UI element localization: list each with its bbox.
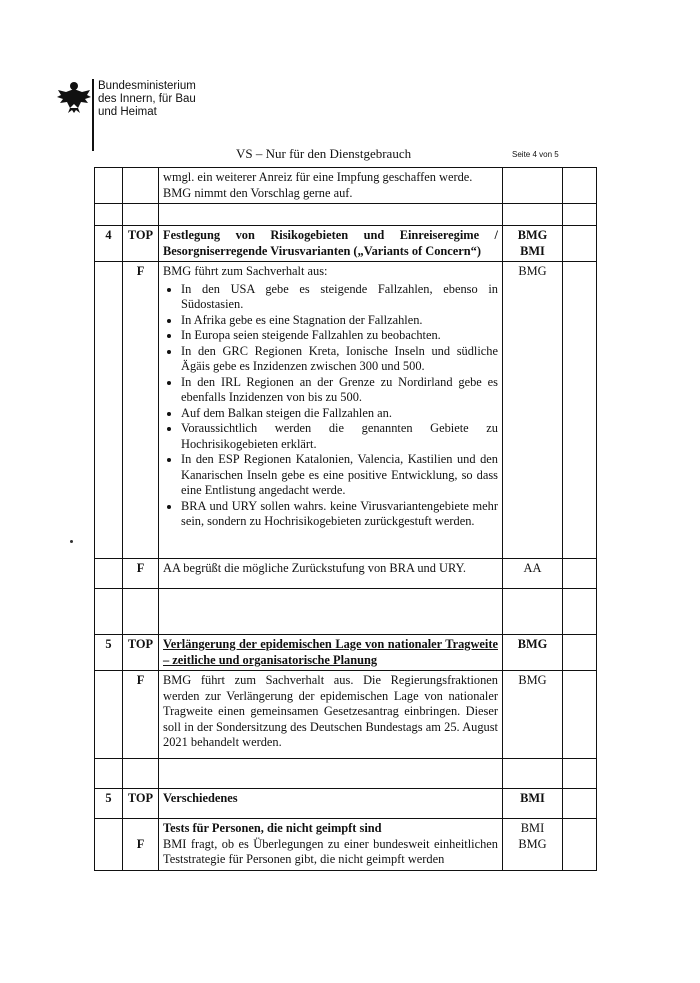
row-type-cell [123,819,159,871]
extra-cell [563,226,597,262]
table-row [95,262,597,559]
list-item: • In den USA gebe es steigende Fallzahlen, ebenso in Südostasien. [181,282,498,313]
list-item: • Voraussichtlich werden die genannten Gebiete zu Hochrisikogebieten erklärt. [181,421,498,452]
responsible: BMG [503,635,563,671]
federal-eagle-logo [56,80,92,114]
num-cell [95,262,123,559]
row-type: TOP [123,789,159,819]
extra-cell [563,789,597,819]
top-title: Verlängerung der epidemischen Lage von nationaler Tragweite – zeitliche und organisatorische Planung [159,635,503,671]
ministry-line-2: des Innern, für Bau [98,93,196,105]
extra-cell [563,168,597,204]
list-item: • Auf dem Balkan steigen die Fallzahlen an. [181,406,498,422]
responsible: BMG [503,262,563,559]
extra-cell [563,635,597,671]
extra-cell [563,671,597,759]
intro-text: BMG führt zum Sachverhalt aus: [163,264,328,278]
table-row-spacer [95,589,597,635]
resp-cell [503,226,563,262]
top-number: 5 [95,789,123,819]
text-cell [159,819,503,871]
type-cell [123,168,159,204]
header-divider [92,79,94,151]
row-type: F [123,559,159,589]
text-cell: AA begrüßt die mögliche Zurückstufung von BRA und URY. [159,559,503,589]
table-row [95,635,597,671]
table-row-spacer [95,759,597,789]
row-type: TOP [123,635,159,671]
list-item: • In Afrika gebe es eine Stagnation der Fallzahlen. [181,313,498,329]
list-item: • BRA und URY sollen wahrs. keine Virusvariantengebiete mehr sein, sondern zu Hochrisikogebieten zurückgestuft werden. [181,499,498,530]
text-cell: BMG führt zum Sachverhalt aus. Die Regierungsfraktionen werden zur Verlängerung der epidemischen Lage von nationaler Tragweite einen gemeinsamen Gesetzesantrag einbringen. Dieser soll in der Sondersitzung des Deutschen Bundestags am 25. August 2021 behandelt werden. [159,671,503,759]
responsible: BMI [503,789,563,819]
row-type: TOP [123,226,159,262]
responsible: BMG [518,836,547,851]
margin-mark [70,540,73,543]
ministry-line-3: und Heimat [98,106,157,118]
extra-cell [563,262,597,559]
ministry-line-1: Bundesministerium [98,80,196,92]
subtopic-text: BMI fragt, ob es Überlegungen zu einer bundesweit einheitlichen Teststrategie für Personen gibt, die nicht geimpft werden [163,836,498,866]
classification-label: VS – Nur für den Dienstgebrauch [236,146,412,161]
top-number: 4 [95,226,123,262]
table-row [95,789,597,819]
top-title: Verschiedenes [159,789,503,819]
extra-cell [563,559,597,589]
num-cell [95,671,123,759]
list-item: • In den GRC Regionen Kreta, Ionische Inseln und südliche Ägäis gebe es Inzidenzen zwischen 300 und 500. [181,344,498,375]
resp-cell [503,168,563,204]
row-type: F [136,836,145,851]
responsible: BMG [517,228,548,242]
responsible: BMG [503,671,563,759]
table-row [95,819,597,871]
subtopic-title: Tests für Personen, die nicht geimpft sind [163,821,382,835]
table-row [95,226,597,262]
list-item: • In den IRL Regionen an der Grenze zu Nordirland gebe es ebenfalls Inzidenzen von bis zu 500. [181,375,498,406]
table-row [95,168,597,204]
list-item: • In den ESP Regionen Katalonien, Valencia, Kastilien und den Kanarischen Inseln gebe es eine positive Entwicklung, so dass eine Entlistung angedacht werde. [181,452,498,499]
responsible: BMI [520,243,545,258]
top-number: 5 [95,635,123,671]
text-cell [159,262,503,559]
row-type: F [123,262,159,559]
list-item: • In Europa seien steigende Fallzahlen zu beobachten. [181,328,498,344]
text-cell [159,168,503,204]
num-cell [95,819,123,871]
table-row-spacer [95,204,597,226]
num-cell [95,559,123,589]
resp-cell [503,819,563,871]
num-cell [95,168,123,204]
page-number: Seite 4 von 5 [512,150,559,159]
text-line: wmgl. ein weiterer Anreiz für eine Impfung geschaffen werde. [163,170,473,184]
responsible: AA [503,559,563,589]
extra-cell [563,819,597,871]
bullet-list [163,282,498,530]
responsible: BMI [520,821,545,835]
row-type: F [123,671,159,759]
text-line: BMG nimmt den Vorschlag gerne auf. [163,185,353,200]
protocol-table [94,167,597,871]
ministry-name [98,80,196,119]
table-row [95,671,597,759]
table-row [95,559,597,589]
top-title: Festlegung von Risikogebieten und Einreiseregime / Besorgniserregende Virusvarianten („Variants of Concern“) [159,226,503,262]
